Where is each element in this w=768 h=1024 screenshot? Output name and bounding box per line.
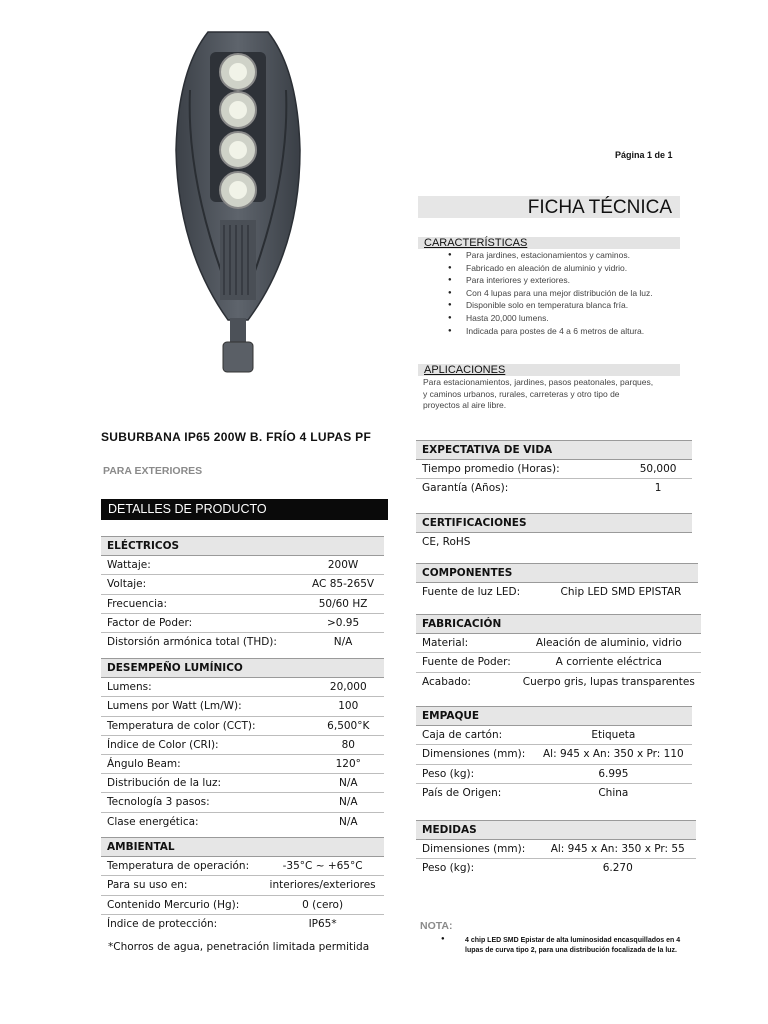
- row-label: Contenido Mercurio (Hg):: [101, 895, 261, 914]
- row-label: Índice de protección:: [107, 917, 218, 930]
- table-row: [101, 754, 384, 773]
- row-value: N/A: [313, 774, 384, 793]
- table-row: [101, 594, 384, 613]
- row-label: Tiempo promedio (Horas):: [416, 460, 624, 479]
- nota-line: 4 chip LED SMD Epistar de alta luminosidad encasquillados en 4: [465, 937, 681, 944]
- product-subtitle: PARA EXTERIORES: [103, 465, 203, 477]
- row-label: Acabado:: [422, 675, 471, 688]
- electricos-table: [101, 536, 384, 651]
- table-row: [101, 735, 384, 754]
- lens-icon: [220, 54, 256, 90]
- row-label: Dimensiones (mm):: [416, 745, 535, 764]
- row-label: Factor de Poder:: [101, 613, 302, 632]
- luminico-table: [101, 658, 384, 831]
- row-value: 0 (cero): [261, 895, 384, 914]
- row-label: Ángulo Beam:: [101, 754, 313, 773]
- componentes-table: [416, 563, 698, 601]
- row-label: Fuente de Poder:: [416, 653, 517, 672]
- row-label: Temperatura de color (CCT):: [101, 716, 313, 735]
- table-row: [101, 697, 384, 716]
- table-row: [416, 745, 692, 764]
- row-label: Temperatura de operación:: [101, 857, 261, 876]
- row-value: Cuerpo gris, lupas transparentes: [522, 675, 695, 688]
- row-label: Material:: [416, 634, 517, 653]
- vida-heading: EXPECTATIVA DE VIDA: [416, 441, 692, 460]
- table-row: [101, 678, 384, 697]
- table-header-row: [416, 514, 692, 533]
- table-header-row: [416, 615, 701, 634]
- table-header-row: [101, 838, 384, 857]
- nota-heading: NOTA:: [420, 920, 453, 932]
- bullet-icon: ●: [441, 936, 445, 942]
- row-value: Al: 945 x An: 350 x Pr: 110: [535, 745, 692, 764]
- lens-icon: [220, 132, 256, 168]
- table-row: [416, 634, 701, 653]
- list-item: ● Hasta 20,000 lumens.: [418, 312, 680, 325]
- row-label: Caja de cartón:: [416, 726, 535, 745]
- product-title: SUBURBANA IP65 200W B. FRÍO 4 LUPAS PF: [101, 430, 372, 444]
- medidas-table: [416, 820, 696, 878]
- row-value: N/A: [313, 793, 384, 812]
- row-value: interiores/exteriores: [261, 876, 384, 895]
- list-item: ● Disponible solo en temperatura blanca fría.: [418, 299, 680, 312]
- nota-line: lupas de curva tipo 2, para una distribución focalizada de la luz.: [465, 947, 677, 954]
- table-header-row: [416, 821, 696, 840]
- list-item: ● Para interiores y exteriores.: [418, 274, 680, 287]
- caracteristicas-list: [418, 249, 680, 337]
- table-row: [101, 793, 384, 812]
- ambiental-table: [101, 837, 384, 933]
- table-row: [416, 583, 698, 602]
- row-value: China: [598, 786, 629, 799]
- table-row: [416, 783, 692, 802]
- row-label: Distorsión armónica total (THD):: [107, 636, 277, 649]
- table-row: [416, 672, 701, 691]
- table-row: [101, 716, 384, 735]
- aplicaciones-line: proyectos al aire libre.: [423, 400, 507, 410]
- certificaciones-heading: CERTIFICACIONES: [416, 514, 692, 533]
- row-label: Peso (kg):: [416, 764, 535, 783]
- caracteristicas-section: [418, 237, 680, 337]
- aplicaciones-line: Para estacionamientos, jardines, pasos peatonales, parques,: [423, 377, 654, 387]
- fabricacion-heading: FABRICACIÓN: [416, 615, 701, 634]
- list-item: ● Indicada para postes de 4 a 6 metros de altura.: [418, 325, 680, 338]
- nota-text: [465, 936, 695, 956]
- street-lamp-image: [168, 30, 308, 380]
- table-row: [101, 556, 384, 575]
- row-label: Clase energética:: [107, 815, 199, 828]
- row-value: Etiqueta: [535, 726, 692, 745]
- empaque-table: [416, 706, 692, 802]
- table-row: [101, 914, 384, 933]
- row-label: Distribución de la luz:: [101, 774, 313, 793]
- row-value: N/A: [338, 815, 358, 828]
- row-value: 50/60 HZ: [302, 594, 384, 613]
- row-label: Lumens:: [101, 678, 313, 697]
- table-row: [101, 613, 384, 632]
- row-value: Al: 945 x An: 350 x Pr: 55: [540, 840, 697, 859]
- table-row: [416, 653, 701, 672]
- table-header-row: [416, 707, 692, 726]
- row-value: 6,500°K: [313, 716, 384, 735]
- document-title: FICHA TÉCNICA: [418, 196, 680, 218]
- row-value: 6.270: [602, 862, 633, 875]
- aplicaciones-line: y caminos urbanos, rurales, carreteras y otro tipo de: [423, 388, 620, 399]
- row-value: 50,000: [624, 460, 692, 479]
- row-value: AC 85-265V: [302, 575, 384, 594]
- table-header-row: [416, 441, 692, 460]
- row-value: 120°: [313, 754, 384, 773]
- table-row: [101, 895, 384, 914]
- row-label: Voltaje:: [101, 575, 302, 594]
- row-value: 20,000: [313, 678, 384, 697]
- vida-table: [416, 440, 692, 498]
- row-value: A corriente eléctrica: [517, 653, 701, 672]
- list-item: ● Para jardines, estacionamientos y caminos.: [418, 249, 680, 262]
- row-value: 80: [313, 735, 384, 754]
- row-value: Chip LED SMD EPISTAR: [560, 586, 682, 599]
- empaque-heading: EMPAQUE: [416, 707, 692, 726]
- footnote: *Chorros de agua, penetración limitada permitida: [108, 941, 370, 953]
- table-row: [416, 460, 692, 479]
- list-item: ● Con 4 lupas para una mejor distribución de la luz.: [418, 287, 680, 300]
- fabricacion-table: [416, 614, 701, 691]
- row-label: Garantía (Años):: [422, 482, 509, 495]
- certificaciones-table: [416, 513, 692, 551]
- table-row: [101, 632, 384, 651]
- row-value: -35°C ~ +65°C: [261, 857, 384, 876]
- table-header-row: [416, 564, 698, 583]
- row-value: 100: [313, 697, 384, 716]
- row-value: 6.995: [535, 764, 692, 783]
- table-row: [416, 859, 696, 878]
- table-row: [101, 857, 384, 876]
- row-label: Lumens por Watt (Lm/W):: [101, 697, 313, 716]
- table-row: [416, 533, 692, 552]
- table-row: [416, 479, 692, 498]
- row-label: Tecnología 3 pasos:: [101, 793, 313, 812]
- row-label: Para su uso en:: [101, 876, 261, 895]
- table-row: [416, 764, 692, 783]
- luminico-heading: DESEMPEÑO LUMÍNICO: [101, 659, 384, 678]
- row-value: CE, RoHS: [422, 536, 471, 549]
- lens-icon: [220, 172, 256, 208]
- row-label: Fuente de luz LED:: [422, 586, 521, 599]
- row-label: Frecuencia:: [101, 594, 302, 613]
- table-row: [101, 575, 384, 594]
- table-row: [101, 774, 384, 793]
- aplicaciones-section: [418, 364, 680, 412]
- row-value: Aleación de aluminio, vidrio: [517, 634, 701, 653]
- details-heading: DETALLES DE PRODUCTO: [101, 499, 388, 520]
- row-value: N/A: [333, 636, 353, 649]
- page-number: Página 1 de 1: [615, 150, 673, 160]
- componentes-heading: COMPONENTES: [416, 564, 698, 583]
- row-label: País de Origen:: [422, 786, 502, 799]
- row-label: Dimensiones (mm):: [416, 840, 540, 859]
- table-row: [416, 840, 696, 859]
- table-row: [416, 726, 692, 745]
- row-value: IP65*: [308, 917, 337, 930]
- row-label: Wattaje:: [101, 556, 302, 575]
- table-row: [101, 876, 384, 895]
- caracteristicas-heading: CARACTERÍSTICAS: [418, 237, 680, 249]
- row-value: 1: [654, 482, 662, 495]
- table-row: [101, 812, 384, 831]
- lens-icon: [220, 92, 256, 128]
- medidas-heading: MEDIDAS: [416, 821, 696, 840]
- table-header-row: [101, 537, 384, 556]
- aplicaciones-heading: APLICACIONES: [418, 364, 680, 376]
- row-label: Índice de Color (CRI):: [101, 735, 313, 754]
- row-value: >0.95: [302, 613, 384, 632]
- table-header-row: [101, 659, 384, 678]
- row-label: Peso (kg):: [422, 862, 475, 875]
- row-value: 200W: [302, 556, 384, 575]
- ambiental-heading: AMBIENTAL: [101, 838, 384, 857]
- electricos-heading: ELÉCTRICOS: [101, 537, 384, 556]
- list-item: ● Fabricado en aleación de aluminio y vidrio.: [418, 262, 680, 275]
